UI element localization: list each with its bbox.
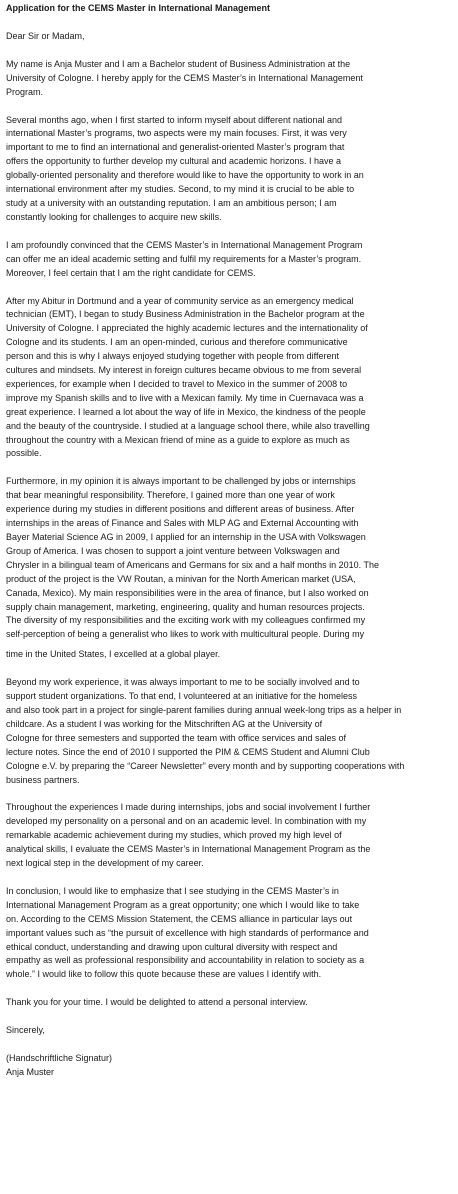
paragraph-line: My name is Anja Muster and I am a Bachelor student of Business Administration at the — [6, 58, 351, 69]
paragraph-line: time in the United States, I excelled at a global player. — [6, 649, 221, 660]
paragraph-line: International Management Program as a great opportunity; one which I would like to take — [6, 899, 360, 910]
letter-title: Application for the CEMS Master in International Management — [6, 3, 271, 13]
paragraph — [6, 996, 452, 1010]
paragraph-line: After my Abitur in Dortmund and a year of community service as an emergency medical — [6, 295, 354, 306]
paragraph-line: Throughout the experiences I made during internships, jobs and social involvement I further — [6, 802, 371, 813]
paragraph — [6, 114, 452, 225]
paragraph-line: University of Cologne. I appreciated the highly academic lectures and the internationality of — [6, 323, 368, 334]
paragraph-line: self-perception of being a generalist who likes to work with multicultural people. During my — [6, 629, 365, 640]
paragraph-line: important to me to find an international and generalist-oriented Master’s program that — [6, 142, 345, 153]
paragraph — [6, 475, 452, 662]
paragraph — [6, 676, 452, 787]
paragraph-line: business partners. — [6, 774, 80, 785]
paragraph-line: Bayer Material Science AG in 2009, I applied for an internship in the USA with Volkswagen — [6, 532, 366, 542]
paragraph-line: constantly looking for challenges to acquire new skills. — [6, 211, 222, 222]
paragraph-line: remarkable academic achievement during my studies, which proved my high level of — [6, 830, 342, 841]
paragraph-line: and the beauty of the countryside. I studied at a language school there, while also travelling — [6, 420, 370, 431]
paragraph-line: Program. — [6, 86, 44, 97]
paragraph-line: and also took part in a project for single-parent families during annual week-long trips as a helper in — [6, 704, 402, 715]
paragraph-line: can offer me an ideal academic setting and fulfil my requirements for a Master’s program. — [6, 253, 362, 264]
paragraph-line: experiences, for example when I decided to travel to Mexico in the summer of 2008 to — [6, 378, 348, 389]
paragraph-line: I am profoundly convinced that the CEMS Master’s in International Management Program — [6, 239, 363, 250]
paragraph-line: globally-oriented personality and therefore would like to have the opportunity to work in an — [6, 170, 364, 181]
paragraph-line: experience during my studies in different positions and different areas of business. After — [6, 504, 355, 515]
paragraph-line: international environment after my studies. Second, to my mind it is crucial to be able to — [6, 184, 355, 195]
paragraph-line: internships in the areas of Finance and Sales with MLP AG and External Accounting with — [6, 518, 359, 529]
salutation: Dear Sir or Madam, — [6, 30, 85, 41]
paragraph-line: Several months ago, when I first started to inform myself about different national and — [6, 114, 343, 125]
paragraph-line: In conclusion, I would like to emphasize that I see studying in the CEMS Master’s in — [6, 885, 339, 896]
paragraph-line: Cologne e.V. by preparing the “Career Newsletter” every month and by supporting cooperations with — [6, 760, 405, 771]
paragraph-line: great experience. I learned a lot about the way of life in Mexico, the kindness of the people — [6, 406, 366, 417]
paragraph-line: support student organizations. To that end, I volunteered at an initiative for the homeless — [6, 691, 358, 702]
paragraph-line: analytical skills, I evaluate the CEMS Master’s in International Management Program as the — [6, 844, 371, 855]
paragraph-line: lecture notes. Since the end of 2010 I supported the PIM & CEMS Student and Alumni Club — [6, 746, 370, 757]
paragraph-line: possible. — [6, 448, 42, 459]
paragraph-line: person and this is why I always enjoyed studying together with people from different — [6, 351, 340, 362]
paragraph-line: supply chain management, marketing, engineering, quality and human resources projects. — [6, 601, 365, 612]
paragraph-line: Cologne for three semesters and supported the team with office services and sales of — [6, 732, 347, 743]
paragraph-line: Furthermore, in my opinion it is always important to be challenged by jobs or internships — [6, 476, 356, 487]
paragraph — [6, 801, 452, 871]
paragraph-line: international Master’s programs, two aspects were my main focuses. First, it was very — [6, 128, 347, 139]
signature-block — [6, 1052, 452, 1080]
paragraph — [6, 885, 452, 982]
paragraph-line: whole.” I would like to follow this quote because these are values I identify with. — [6, 969, 322, 980]
paragraph-line: Beyond my work experience, it was always important to me to be socially involved and to — [6, 677, 360, 688]
paragraph-line: empathy as well as professional responsibility and accountability in relation to society as a — [6, 955, 365, 966]
paragraph-line: product of the project is the VW Routan, a minivan for the North American market (USA, — [6, 573, 356, 584]
paragraph-line: University of Cologne. I hereby apply for the CEMS Master’s in International Management — [6, 72, 363, 83]
paragraph-line: important values such as “the pursuit of excellence with high standards of performance and — [6, 927, 369, 938]
paragraph-line: Canada, Mexico). My main responsibilities were in the area of finance, but I also worked on — [6, 587, 369, 598]
paragraph-line: Moreover, I feel certain that I am the right candidate for CEMS. — [6, 267, 256, 278]
paragraph-line: throughout the country with a Mexican friend of mine as a guide to explore as much as — [6, 434, 350, 445]
paragraph-line: Thank you for your time. I would be delighted to attend a personal interview. — [6, 997, 308, 1008]
paragraph-line: on. According to the CEMS Mission Statement, the CEMS alliance in particular lays out — [6, 913, 353, 924]
paragraph-line: Cologne and its students. I am an open-minded, curious and therefore communicative — [6, 337, 348, 348]
signature-placeholder: (Handschriftliche Signatur) — [6, 1053, 113, 1064]
paragraph-line: childcare. As a student I was working for the Mitschriften AG at the University of — [6, 718, 323, 729]
letter-body — [6, 58, 452, 1010]
closing: Sincerely, — [6, 1025, 45, 1036]
paragraph — [6, 239, 452, 281]
paragraph-line: developed my personality on a personal and on an academic level. In combination with my — [6, 816, 367, 827]
paragraph-line: next logical step in the development of my career. — [6, 858, 204, 869]
paragraph-line: Group of America. I was chosen to support a joint venture between Volkswagen and — [6, 545, 340, 556]
signer-name: Anja Muster — [6, 1067, 55, 1077]
paragraph — [6, 295, 452, 462]
paragraph-line: ethical conduct, understanding and drawing upon cultural diversity with respect and — [6, 941, 338, 952]
paragraph-line: that bear meaningful responsibility. Therefore, I gained more than one year of work — [6, 490, 335, 501]
paragraph-line: improve my Spanish skills and to live with a Mexican family. My time in Cuernavaca was a — [6, 392, 364, 403]
paragraph-line: offers the opportunity to further develop my cultural and academic horizons. I have a — [6, 156, 342, 167]
paragraph-line: cultures and mindsets. My interest in foreign cultures became obvious to me from several — [6, 365, 362, 376]
paragraph-line: The diversity of my responsibilities and the exciting work with my colleagues confirmed my — [6, 615, 366, 626]
paragraph-line: technician (EMT), I began to study Business Administration in the Bachelor program at the — [6, 309, 365, 320]
paragraph-line: Chrysler in a bilingual team of Americans and Germans for six and a half months in 2010. The — [6, 559, 380, 570]
paragraph-line: study at a university with an outstanding reputation. I am an ambitious person; I am — [6, 197, 337, 208]
paragraph — [6, 58, 452, 100]
